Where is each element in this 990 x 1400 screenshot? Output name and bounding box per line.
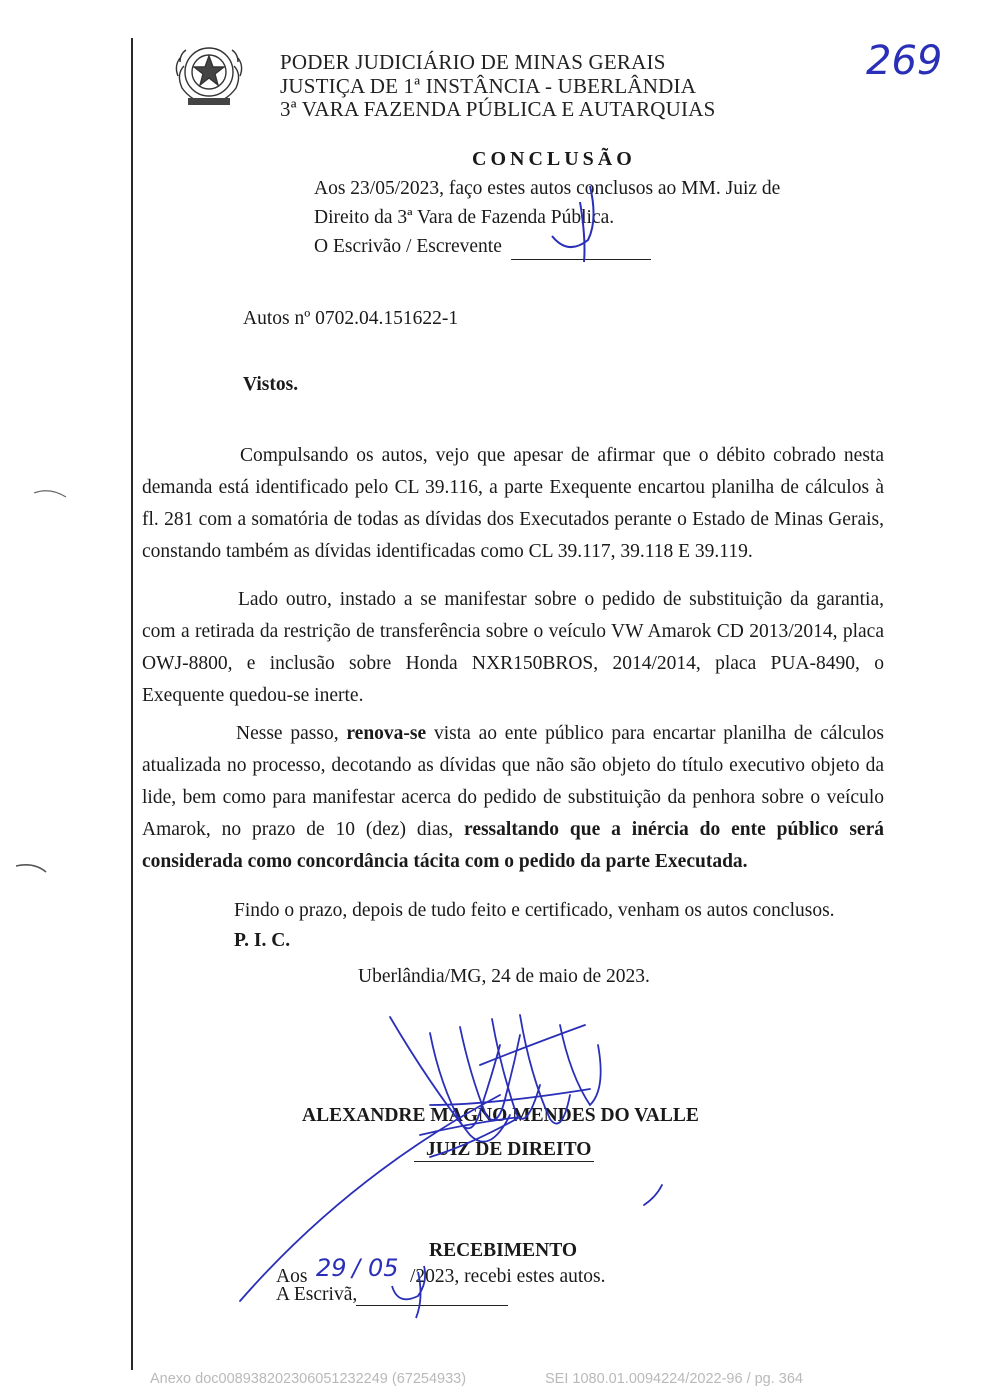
recebimento-suffix: /2023, recebi estes autos. xyxy=(410,1266,606,1287)
place-date: Uberlândia/MG, 24 de maio de 2023. xyxy=(358,966,650,987)
header-instance: JUSTIÇA DE 1ª INSTÂNCIA - UBERLÂNDIA xyxy=(280,74,697,98)
judge-name: ALEXANDRE MAGNO MENDES DO VALLE xyxy=(302,1105,699,1126)
escriva-label: A Escrivã, xyxy=(276,1284,358,1305)
paragraph-3 xyxy=(142,718,884,878)
conclusao-line-2: Direito da 3ª Vara de Fazenda Pública. xyxy=(314,207,615,228)
header-court: PODER JUDICIÁRIO DE MINAS GERAIS xyxy=(280,50,666,74)
conclusao-line-1: Aos 23/05/2023, faço estes autos conclusos ao MM. Juiz de xyxy=(314,178,781,199)
handwritten-page-number: 269 xyxy=(866,38,943,84)
scan-mark xyxy=(30,485,70,505)
vistos-heading: Vistos. xyxy=(243,374,299,395)
autos-number: Autos nº 0702.04.151622-1 xyxy=(243,308,459,329)
recebimento-month: 05 xyxy=(368,1254,399,1282)
paragraph-4: Findo o prazo, depois de tudo feito e certificado, venham os autos conclusos. xyxy=(234,900,835,921)
pic-note: P. I. C. xyxy=(234,930,291,951)
paragraph-1: Compulsando os autos, vejo que apesar de afirmar que o débito cobrado nesta demanda está identificado pelo CL 39.116, a parte Exequente encartou planilha de cálculos à fl. 281 com a somatória de todas as dívidas dos Executados perante o Estado de Minas Gerais, constando também as dívidas identificadas como CL 39.117, 39.118 E 39.119. xyxy=(142,445,884,562)
judge-title: JUIZ DE DIREITO xyxy=(426,1139,592,1160)
scan-mark xyxy=(12,860,52,880)
recebimento-day: 29 xyxy=(316,1254,347,1282)
paragraph-3-part-a: Nesse passo, xyxy=(236,723,347,744)
escrivao-signature xyxy=(540,178,610,268)
conclusao-title: CONCLUSÃO xyxy=(472,148,636,170)
conclusao-line-3: O Escrivão / Escrevente xyxy=(314,236,502,257)
escriva-signature xyxy=(384,1262,444,1322)
recebimento-prefix: Aos xyxy=(276,1266,308,1287)
recebimento-title: RECEBIMENTO xyxy=(429,1240,578,1261)
paragraph-2: Lado outro, instado a se manifestar sobre o pedido de substituição da garantia, com a retirada da restrição de transferência sobre o veículo VW Amarok CD 2013/2014, placa OWJ-8800, e inclusão sobre Honda NXR150BROS, 2014/2014, placa PUA-8490, o Exequente quedou-se inerte. xyxy=(142,589,884,706)
paragraph-3-part-c: vista ao ente público para encartar planilha de cálculos atualizada no processo, decotando as dívidas que não são objeto do título executivo objeto da lide, bem como para manifestar acerca do pedido de substituição da penhora sobre o veículo Amarok, no prazo de 10 (dez) dias, xyxy=(142,723,884,840)
paragraph-3-bold-renova: renova-se xyxy=(346,723,427,744)
paragraph-3-bold-ressalva: ressaltando que a inércia do ente público será considerada como concordância tácita com o pedido da parte Executada. xyxy=(142,819,884,872)
date-slash-1: / xyxy=(352,1254,361,1282)
margin-line xyxy=(131,38,133,1370)
footer-annex: Anexo doc008938202306051232249 (67254933) xyxy=(150,1371,467,1387)
coat-of-arms-seal xyxy=(170,36,248,112)
footer-sei-reference: SEI 1080.01.0094224/2022-96 / pg. 364 xyxy=(545,1371,803,1387)
header-vara: 3ª VARA FAZENDA PÚBLICA E AUTARQUIAS xyxy=(280,97,716,121)
